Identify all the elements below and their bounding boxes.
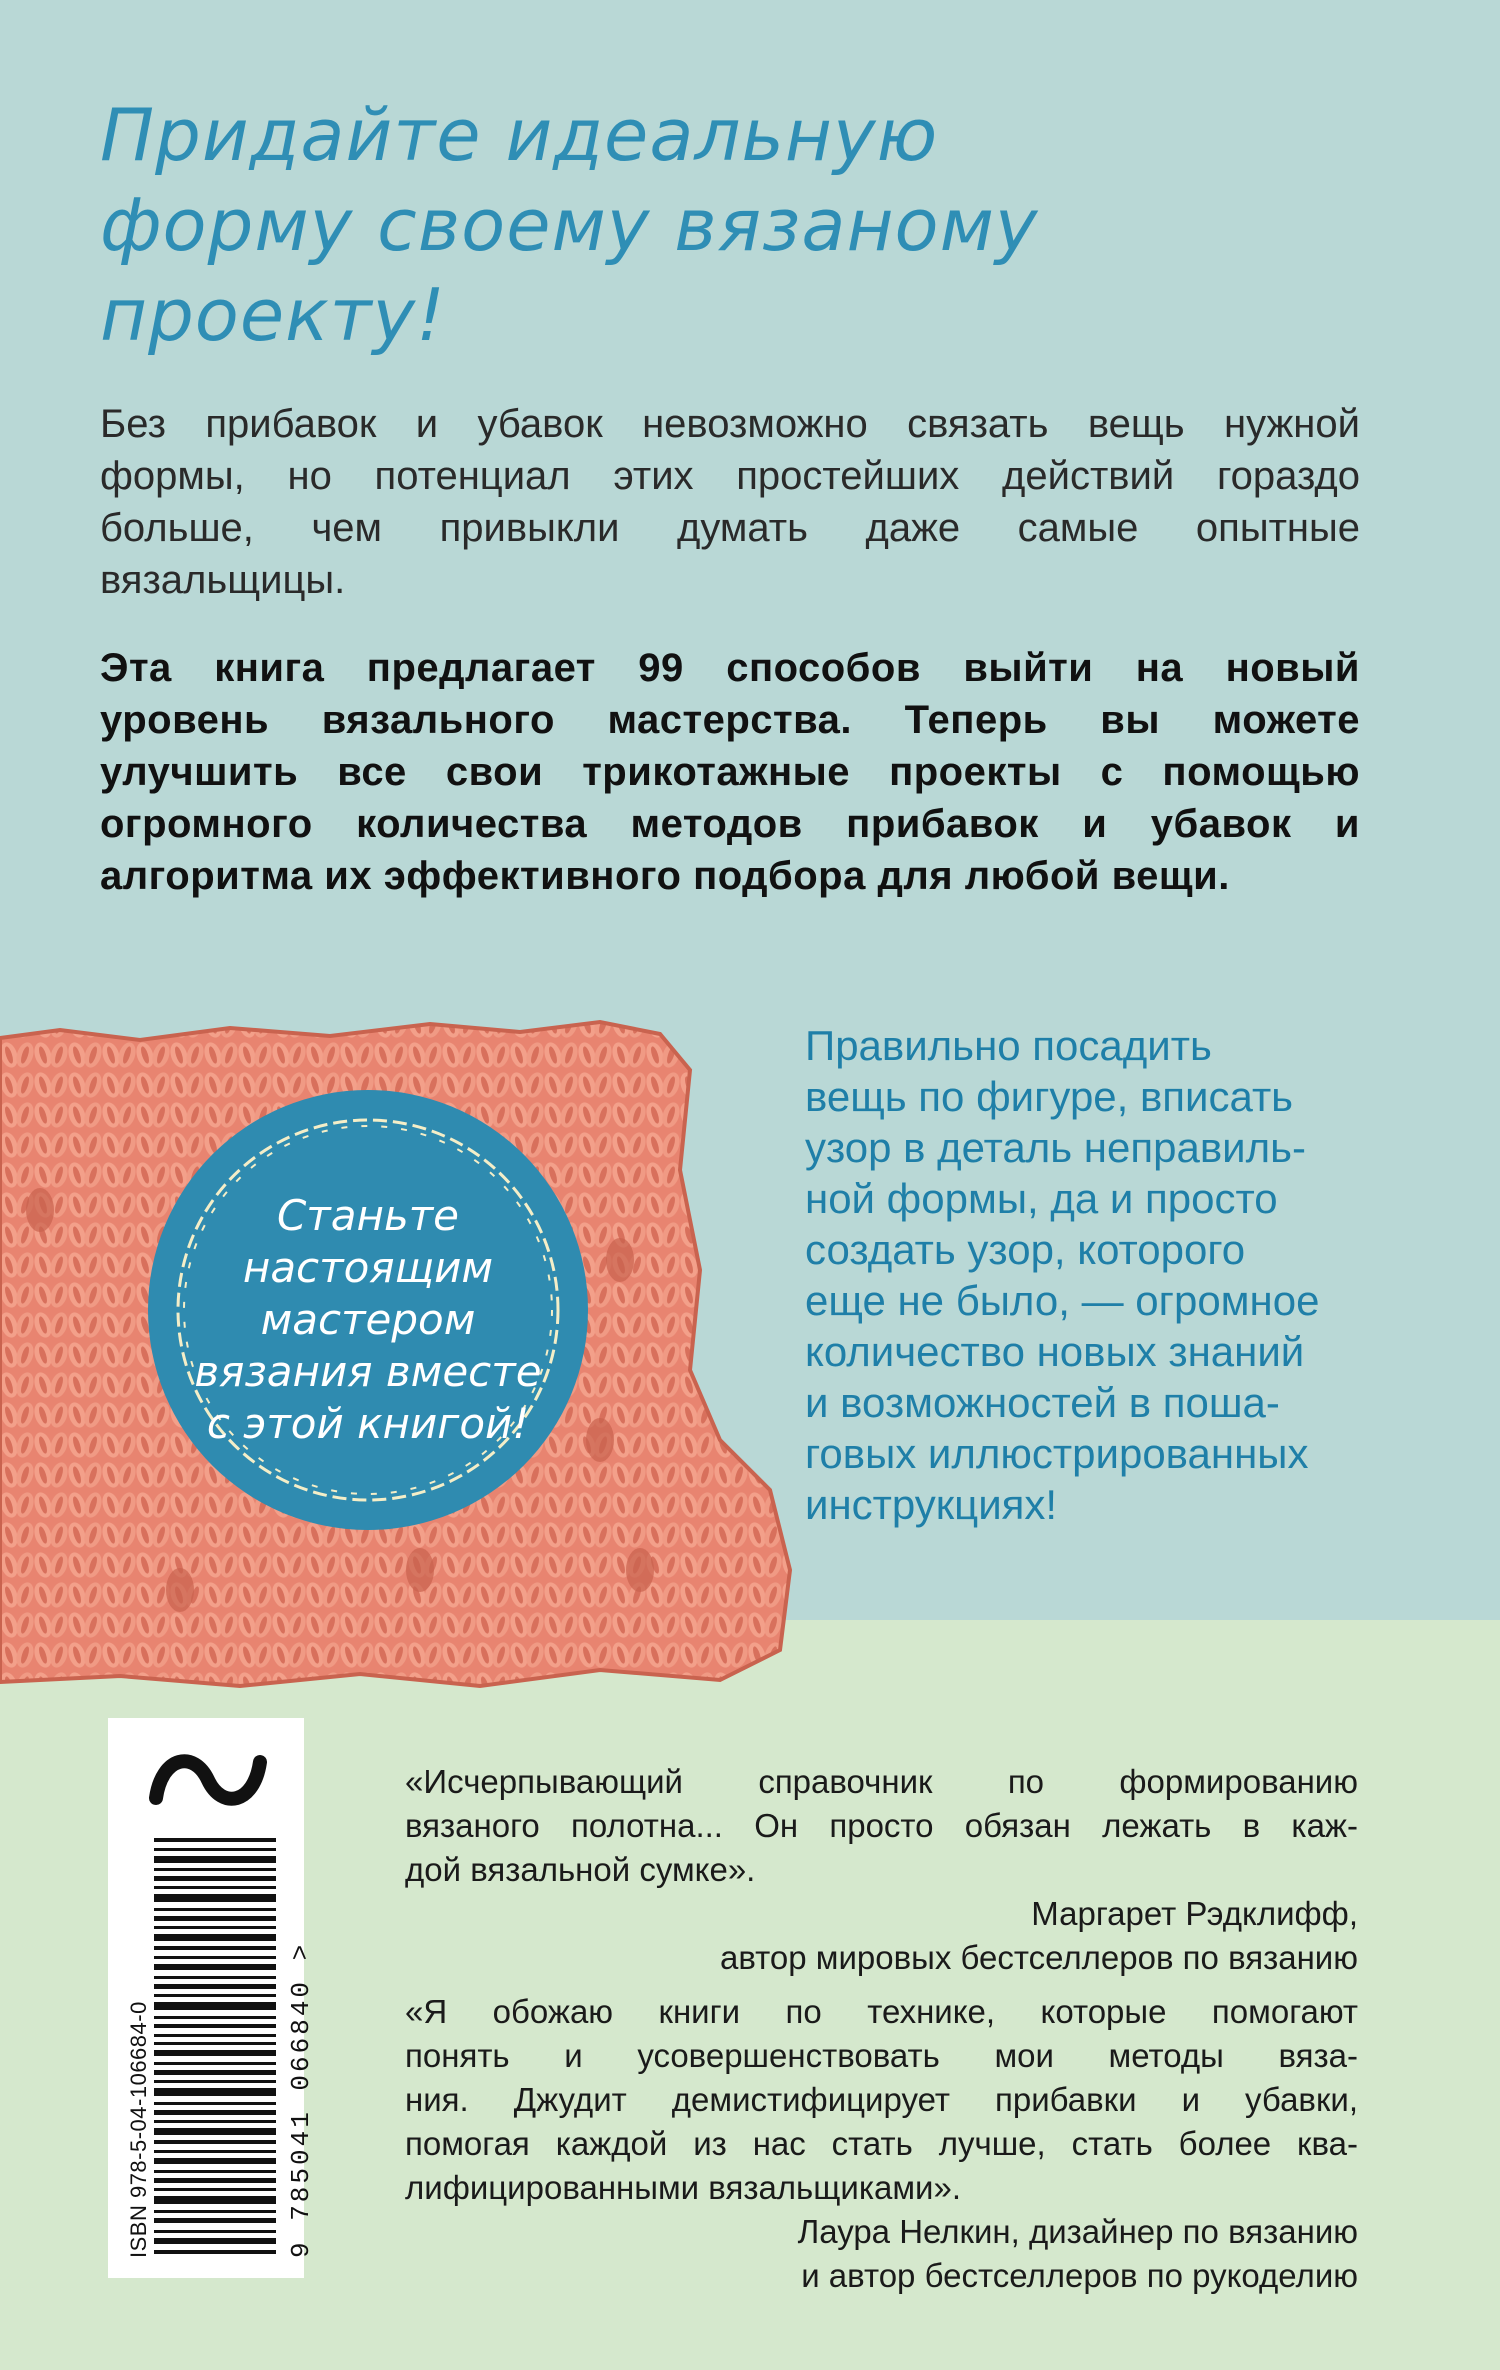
side-line: инструкциях! — [805, 1481, 1058, 1528]
headline-line: Придайте идеальную — [100, 93, 939, 177]
side-line: создать узор, которого — [805, 1226, 1246, 1273]
quote-line: помогая каждой из нас стать лучше, стать более ква- — [405, 2125, 1358, 2162]
quote-line: «Я обожаю книги по технике, которые помогают — [405, 1993, 1358, 2030]
intro-line: вязальщицы. — [100, 558, 346, 602]
bold-line: алгоритма их эффективного подбора для любой вещи. — [100, 854, 1230, 898]
barcode-digits: 9 785041 066840 > — [286, 1941, 316, 2258]
quote-line: дой вязальной сумке». — [405, 1851, 756, 1888]
headline-line: форму своему вязаному — [100, 183, 1039, 267]
intro-line: больше, чем привыкли думать даже самые опытные — [100, 506, 1360, 550]
badge-line: вязания вместе — [194, 1347, 542, 1396]
bold-line: Эта книга предлагает 99 способов выйти на новый — [100, 646, 1360, 690]
side-line: количество новых знаний — [805, 1328, 1305, 1375]
headline — [100, 90, 1420, 360]
intro-line: Без прибавок и убавок невозможно связать вещь нужной — [100, 402, 1360, 446]
barcode-bars — [154, 1838, 276, 2258]
quote-line: понять и усовершенствовать мои методы вяза- — [405, 2037, 1358, 2074]
side-line: еще не было, — огромное — [805, 1277, 1320, 1324]
side-line: ной формы, да и просто — [805, 1175, 1278, 1222]
badge-text — [148, 1190, 588, 1450]
quote-author: Лаура Нелкин, дизайнер по вязанию — [797, 2213, 1358, 2250]
bold-line: улучшить все свои трикотажные проекты с помощью — [100, 750, 1360, 794]
bold-line: огромного количества методов прибавок и убавок и — [100, 802, 1360, 846]
badge-line: мастером — [260, 1295, 476, 1344]
bold-line: уровень вязального мастерства. Теперь вы можете — [100, 698, 1360, 742]
quote-line: лифицированными вязальщиками». — [405, 2169, 961, 2206]
quote-author-role: и автор бестселлеров по рукоделию — [801, 2257, 1358, 2294]
intro-line: формы, но потенциал этих простейших действий гораздо — [100, 454, 1360, 498]
badge-line: настоящим — [242, 1243, 494, 1292]
side-line: говых иллюстрированных — [805, 1430, 1309, 1477]
side-description — [805, 1020, 1365, 1530]
publisher-logo-icon — [148, 1736, 268, 1826]
quote-author: Маргарет Рэдклифф, — [1031, 1895, 1358, 1932]
isbn-text: ISBN 978-5-04-106684-0 — [126, 2001, 151, 2258]
badge-line: с этой книгой! — [206, 1399, 530, 1448]
quote-nelkin — [405, 1990, 1358, 2298]
quote-line: ния. Джудит демистифицирует прибавки и убавки, — [405, 2081, 1358, 2118]
side-line: и возможностей в поша- — [805, 1379, 1280, 1426]
quote-line: вязаного полотна... Он просто обязан лежать в каж- — [405, 1807, 1358, 1844]
quote-author-role: автор мировых бестселлеров по вязанию — [720, 1939, 1358, 1976]
side-line: вещь по фигуре, вписать — [805, 1073, 1294, 1120]
quote-radcliffe — [405, 1760, 1358, 1980]
quote-line: «Исчерпывающий справочник по формированию — [405, 1763, 1358, 1800]
badge-line: Станьте — [276, 1191, 460, 1240]
promo-badge — [148, 1090, 588, 1530]
bold-paragraph — [100, 642, 1360, 902]
barcode-panel — [108, 1718, 316, 2278]
side-line: узор в деталь неправиль- — [805, 1124, 1306, 1171]
side-line: Правильно посадить — [805, 1022, 1212, 1069]
headline-line: проекту! — [100, 273, 447, 357]
intro-paragraph — [100, 398, 1360, 606]
